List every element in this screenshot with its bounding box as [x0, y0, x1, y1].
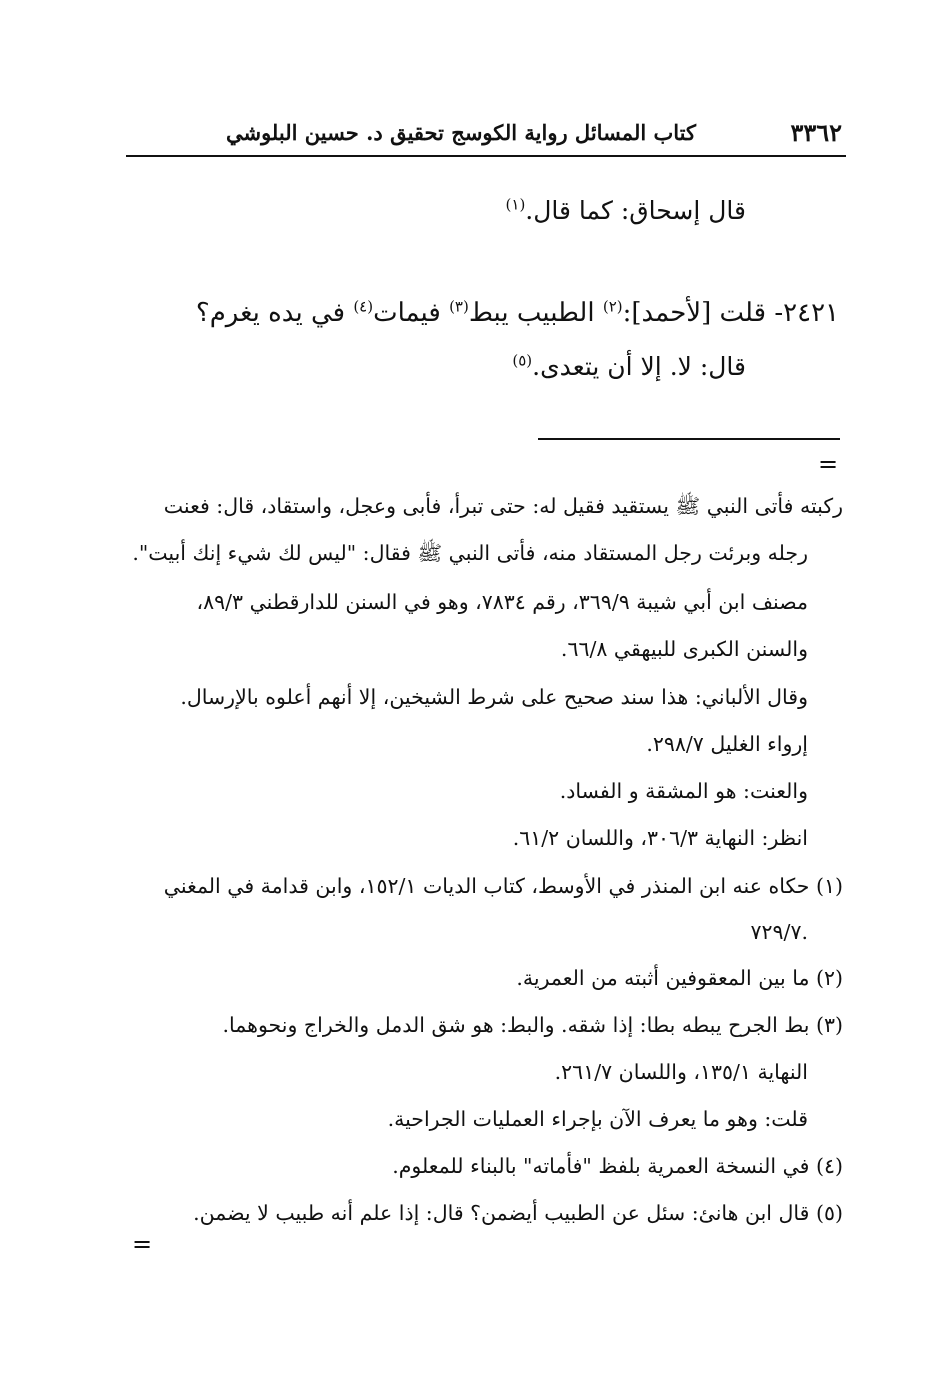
footnote-line: انظر: النهاية ٣٠٦/٣، واللسان ٦١/٢.	[512, 826, 808, 850]
continuation-mark-bottom: =	[132, 1230, 153, 1258]
question-prefix: ٢٤٢١- قلت [لأحمد]:	[622, 298, 839, 328]
footnote-line: (١) حكاه عنه ابن المنذر في الأوسط، كتاب الديات ١٥٢/١، وابن قدامة في المغني	[163, 874, 843, 898]
page-number: ٣٣٦٢	[790, 118, 842, 147]
footnote-ref-2: (٢)	[602, 297, 623, 316]
footnote-ref-5: (٥)	[512, 351, 533, 370]
footnote-line: والعنت: هو المشقة و الفساد.	[559, 779, 808, 803]
footnote-line: (٢) ما بين المعقوفين أثبته من العمرية.	[516, 966, 843, 990]
footnote-line: رجله وبرئت رجل المستقاد منه، فأتى النبي ﷺ فقال: "ليس لك شيء إنك أبيت".	[132, 541, 808, 565]
footnote-separator	[538, 438, 840, 440]
footnote-line: قلت: وهو ما يعرف الآن بإجراء العمليات الجراحية.	[387, 1107, 808, 1131]
question-part-2: الطبيب يبط	[468, 298, 603, 328]
footnote-line: إرواء الغليل ٢٩٨/٧.	[646, 732, 808, 756]
footnote-line: (٣) بط الجرح يبطه بطا: إذا شقه. والبط: هو شق الدمل والخراج ونحوهما.	[222, 1013, 843, 1037]
question-part-4: في يده يغرم؟	[195, 298, 354, 328]
ishaq-text: قال إسحاق: كما قال.	[525, 196, 746, 225]
text-line-ishaq	[506, 196, 746, 225]
footnote-line: ٧٢٩/٧.	[750, 920, 808, 944]
book-title: كتاب المسائل رواية الكوسج تحقيق د. حسين البلوشي	[225, 120, 696, 145]
header-rule	[126, 155, 846, 157]
running-header	[126, 118, 844, 154]
answer-text: قال: لا. إلا أن يتعدى.	[532, 352, 746, 381]
footnote-line: (٥) قال ابن هانئ: سئل عن الطبيب أيضمن؟ قال: إذا علم أنه طبيب لا يضمن.	[193, 1201, 843, 1225]
footnote-ref-3: (٣)	[449, 297, 469, 316]
footnote-line: النهاية ١٣٥/١، واللسان ٢٦١/٧.	[554, 1060, 808, 1084]
question-part-3: فيمات	[373, 298, 450, 328]
footnote-line: (٤) في النسخة العمرية بلفظ "فأماته" بالبناء للمعلوم.	[392, 1154, 843, 1178]
footnote-ref-4: (٤)	[353, 297, 374, 316]
footnote-line: ركبته فأتى النبي ﷺ يستقيد فقيل له: حتى تبرأ، فأبى وعجل، واستقاد، قال: فعنت	[163, 494, 843, 518]
question-2421	[196, 298, 839, 328]
answer-line	[512, 352, 746, 381]
footnote-line: مصنف ابن أبي شيبة ٣٦٩/٩، رقم ٧٨٣٤، وهو في السنن للدارقطني ٨٩/٣،	[196, 590, 808, 614]
footnote-line: وقال الألباني: هذا سند صحيح على شرط الشيخين، إلا أنهم أعلوه بالإرسال.	[180, 685, 808, 709]
footnote-line: والسنن الكبرى للبيهقي ٦٦/٨.	[560, 637, 808, 661]
footnote-ref-1: (١)	[505, 195, 526, 214]
continuation-mark-top: =	[818, 450, 839, 478]
